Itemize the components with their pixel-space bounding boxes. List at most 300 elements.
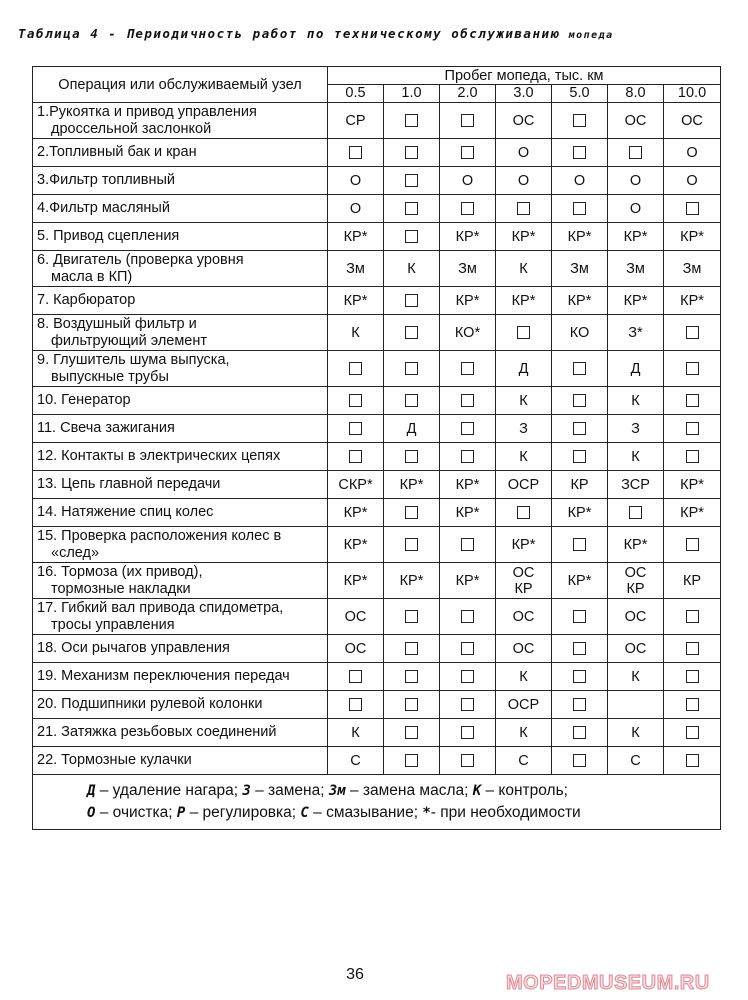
table-title-main: Таблица 4 - Периодичность работ по техническому обслуживанию — [18, 26, 560, 41]
value-cell — [496, 139, 552, 167]
checkbox-square-icon — [686, 202, 699, 215]
checkbox-square-icon — [686, 450, 699, 463]
value-cell — [496, 599, 552, 635]
value-cell — [552, 563, 608, 599]
value-cell — [552, 167, 608, 195]
value-cell — [384, 315, 440, 351]
operation-text: 14. Натяжение спиц колес — [37, 504, 214, 520]
operation-cell — [33, 663, 328, 691]
checkbox-square-icon — [573, 642, 586, 655]
value-text: К — [519, 392, 528, 409]
value-text: ОС — [624, 640, 647, 657]
value-text: КР* — [455, 228, 480, 245]
checkbox-square-icon — [461, 450, 474, 463]
checkbox-square-icon — [461, 726, 474, 739]
table-row — [33, 747, 721, 775]
value-cell — [664, 251, 721, 287]
value-cell — [384, 195, 440, 223]
value-cell — [384, 351, 440, 387]
operation-text: 1.Рукоятка и привод управления — [37, 103, 257, 120]
value-cell — [608, 719, 664, 747]
value-text: КР* — [455, 292, 480, 309]
operation-text: тросы управления — [51, 616, 175, 633]
value-cell — [328, 527, 384, 563]
checkbox-square-icon — [461, 362, 474, 375]
value-cell — [384, 139, 440, 167]
value-cell — [552, 251, 608, 287]
value-cell — [440, 527, 496, 563]
value-cell — [608, 387, 664, 415]
value-cell — [384, 167, 440, 195]
value-cell — [608, 471, 664, 499]
checkbox-square-icon — [349, 362, 362, 375]
value-text: КР* — [343, 292, 368, 309]
legend-key: К — [472, 783, 482, 799]
value-cell — [328, 167, 384, 195]
value-cell — [440, 471, 496, 499]
operation-cell — [33, 635, 328, 663]
value-cell — [664, 139, 721, 167]
legend-text: – замена; — [250, 782, 329, 799]
value-cell — [496, 287, 552, 315]
checkbox-square-icon — [573, 422, 586, 435]
checkbox-square-icon — [405, 670, 418, 683]
operation-cell — [33, 471, 328, 499]
checkbox-square-icon — [405, 394, 418, 407]
value-cell — [608, 139, 664, 167]
table-row — [33, 663, 721, 691]
checkbox-square-icon — [686, 670, 699, 683]
operation-text: 13. Цепь главной передачи — [37, 476, 221, 492]
operation-text: «след» — [51, 544, 100, 561]
value-cell — [608, 251, 664, 287]
value-cell — [384, 691, 440, 719]
checkbox-square-icon — [573, 610, 586, 623]
value-cell — [664, 691, 721, 719]
value-cell — [440, 599, 496, 635]
value-text: К — [519, 448, 528, 465]
value-text: КО* — [454, 324, 481, 341]
checkbox-square-icon — [349, 422, 362, 435]
checkbox-square-icon — [405, 202, 418, 215]
value-cell — [496, 499, 552, 527]
operation-text: 10. Генератор — [37, 392, 131, 408]
operation-cell — [33, 719, 328, 747]
operation-cell — [33, 103, 328, 139]
value-cell — [608, 663, 664, 691]
value-cell — [440, 251, 496, 287]
value-text: О — [686, 144, 698, 161]
operation-text: 21. Затяжка резьбовых соединений — [37, 724, 277, 740]
value-text: КР* — [343, 228, 368, 245]
operation-cell — [33, 599, 328, 635]
value-text: ОС — [512, 640, 535, 657]
checkbox-square-icon — [349, 670, 362, 683]
value-cell — [552, 499, 608, 527]
value-text: ОС — [512, 608, 535, 625]
checkbox-square-icon — [461, 146, 474, 159]
table-row — [33, 251, 721, 287]
value-cell — [608, 635, 664, 663]
value-text: ОСР — [507, 696, 540, 713]
value-text: Д — [406, 420, 417, 437]
value-cell — [552, 691, 608, 719]
table-row — [33, 415, 721, 443]
value-text: ОС — [344, 608, 367, 625]
checkbox-square-icon — [573, 450, 586, 463]
value-cell — [384, 251, 440, 287]
operation-text: 9. Глушитель шума выпуска, — [37, 351, 230, 368]
operation-cell — [33, 415, 328, 443]
value-cell — [384, 663, 440, 691]
value-cell — [664, 387, 721, 415]
value-cell — [664, 287, 721, 315]
table-row — [33, 195, 721, 223]
value-cell — [384, 563, 440, 599]
value-cell — [664, 443, 721, 471]
value-cell — [496, 747, 552, 775]
value-cell — [664, 563, 721, 599]
checkbox-square-icon — [405, 642, 418, 655]
operation-cell — [33, 315, 328, 351]
value-cell — [384, 103, 440, 139]
value-cell — [608, 315, 664, 351]
checkbox-square-icon — [573, 362, 586, 375]
operation-cell — [33, 195, 328, 223]
value-cell — [608, 691, 664, 719]
value-cell — [664, 499, 721, 527]
value-cell — [552, 471, 608, 499]
value-text: КР* — [455, 476, 480, 493]
checkbox-square-icon — [405, 450, 418, 463]
value-text: Зм — [346, 260, 365, 277]
value-cell — [496, 195, 552, 223]
value-text: Зм — [458, 260, 477, 277]
table-row — [33, 167, 721, 195]
value-cell — [664, 223, 721, 251]
checkbox-square-icon — [405, 698, 418, 711]
operation-cell — [33, 287, 328, 315]
operation-cell — [33, 223, 328, 251]
value-text: О — [461, 172, 474, 189]
value-cell — [496, 471, 552, 499]
operation-cell — [33, 387, 328, 415]
value-cell — [328, 415, 384, 443]
table-row — [33, 691, 721, 719]
watermark-logo: MOPEDMUSEUM.RU — [506, 972, 710, 994]
value-text: О — [517, 144, 530, 161]
mileage-cell: 10.0 — [664, 85, 721, 103]
value-text: С — [630, 752, 641, 769]
value-text: СР — [345, 112, 366, 129]
value-cell — [384, 499, 440, 527]
table-row — [33, 599, 721, 635]
operation-text: масла в КП) — [51, 268, 133, 285]
value-cell — [552, 635, 608, 663]
operation-text: 6. Двигатель (проверка уровня — [37, 251, 244, 268]
value-cell — [384, 527, 440, 563]
value-text: ОС — [624, 112, 647, 129]
value-text: К — [519, 668, 528, 685]
legend-key: З — [242, 783, 251, 799]
table-row — [33, 443, 721, 471]
value-cell — [552, 139, 608, 167]
value-cell — [440, 443, 496, 471]
value-cell — [440, 287, 496, 315]
value-text: З — [631, 420, 640, 437]
operation-text: 8. Воздушный фильтр и — [37, 315, 197, 332]
checkbox-square-icon — [405, 294, 418, 307]
value-text: КР* — [680, 504, 704, 521]
value-text: К — [631, 448, 640, 465]
checkbox-square-icon — [573, 202, 586, 215]
value-cell — [608, 599, 664, 635]
checkbox-square-icon — [461, 698, 474, 711]
value-cell — [664, 415, 721, 443]
value-text: ОС — [624, 564, 647, 581]
checkbox-square-icon — [349, 450, 362, 463]
mileage-cell: 5.0 — [552, 85, 608, 103]
value-cell — [664, 471, 721, 499]
value-cell — [496, 415, 552, 443]
value-cell — [608, 527, 664, 563]
value-cell — [328, 139, 384, 167]
value-text: КР* — [680, 476, 704, 493]
maintenance-table — [32, 66, 721, 830]
value-cell — [440, 223, 496, 251]
value-text: КР* — [567, 228, 592, 245]
legend-text: – очистка; — [95, 804, 177, 821]
checkbox-square-icon — [573, 146, 586, 159]
checkbox-square-icon — [573, 394, 586, 407]
header-row — [33, 67, 721, 85]
value-cell — [440, 635, 496, 663]
value-cell — [664, 635, 721, 663]
value-text: З* — [628, 324, 643, 341]
value-cell — [664, 167, 721, 195]
legend-text: - при необходимости — [430, 804, 581, 821]
table-row — [33, 387, 721, 415]
operation-cell — [33, 351, 328, 387]
checkbox-square-icon — [686, 726, 699, 739]
operation-cell — [33, 139, 328, 167]
value-cell — [496, 527, 552, 563]
checkbox-square-icon — [686, 538, 699, 551]
mileage-cell: 2.0 — [440, 85, 496, 103]
checkbox-square-icon — [405, 726, 418, 739]
checkbox-square-icon — [461, 422, 474, 435]
value-cell — [664, 719, 721, 747]
legend-text: – контроль; — [481, 782, 568, 799]
value-cell — [440, 195, 496, 223]
operation-text: 11. Свеча зажигания — [37, 420, 175, 436]
value-cell — [664, 351, 721, 387]
value-cell — [440, 563, 496, 599]
value-text: Зм — [626, 260, 645, 277]
value-cell — [440, 315, 496, 351]
value-text: КР* — [343, 536, 368, 553]
value-cell — [440, 691, 496, 719]
value-text: Зм — [682, 260, 702, 277]
legend-text: – удаление нагара; — [95, 782, 243, 799]
checkbox-square-icon — [573, 114, 586, 127]
value-cell — [440, 719, 496, 747]
value-text: Д — [630, 360, 641, 377]
value-cell — [440, 499, 496, 527]
checkbox-square-icon — [686, 362, 699, 375]
operation-cell — [33, 167, 328, 195]
checkbox-square-icon — [349, 146, 362, 159]
value-text: КР* — [399, 476, 424, 493]
mileage-cell: 8.0 — [608, 85, 664, 103]
value-cell — [608, 499, 664, 527]
page-number: 36 — [346, 966, 364, 983]
operation-text: дроссельной заслонкой — [51, 120, 212, 137]
checkbox-square-icon — [405, 146, 418, 159]
value-cell — [496, 315, 552, 351]
value-text: КР* — [399, 572, 424, 589]
table-row — [33, 287, 721, 315]
legend-key: Зм — [328, 783, 346, 799]
value-cell — [440, 387, 496, 415]
checkbox-square-icon — [686, 642, 699, 655]
legend-key: Д — [87, 783, 96, 799]
value-cell — [384, 443, 440, 471]
operation-cell — [33, 527, 328, 563]
value-cell — [440, 167, 496, 195]
value-text: К — [351, 724, 360, 741]
checkbox-square-icon — [405, 230, 418, 243]
operation-text: 17. Гибкий вал привода спидометра, — [37, 599, 284, 616]
checkbox-square-icon — [573, 670, 586, 683]
checkbox-square-icon — [349, 394, 362, 407]
value-cell — [440, 747, 496, 775]
value-cell — [608, 351, 664, 387]
table-title — [18, 26, 738, 41]
value-cell — [328, 251, 384, 287]
value-cell — [496, 351, 552, 387]
value-text: К — [631, 668, 640, 685]
value-cell — [328, 103, 384, 139]
table-body — [33, 103, 721, 775]
value-text: Зм — [570, 260, 589, 277]
mileage-cell: 3.0 — [496, 85, 552, 103]
value-cell — [664, 315, 721, 351]
value-cell — [552, 195, 608, 223]
value-cell — [384, 635, 440, 663]
table-row — [33, 223, 721, 251]
value-cell — [496, 167, 552, 195]
operation-text: 12. Контакты в электрических цепях — [37, 448, 281, 464]
checkbox-square-icon — [629, 146, 642, 159]
value-text: К — [407, 260, 416, 277]
checkbox-square-icon — [405, 538, 418, 551]
legend-key: С — [300, 805, 309, 821]
value-text: З — [519, 420, 528, 437]
checkbox-square-icon — [349, 698, 362, 711]
value-cell — [664, 527, 721, 563]
value-text: КР* — [680, 228, 704, 245]
value-text: ОС — [512, 112, 535, 129]
operation-text: выпускные трубы — [51, 368, 169, 385]
checkbox-square-icon — [405, 326, 418, 339]
value-text: КР* — [567, 504, 592, 521]
operation-cell — [33, 691, 328, 719]
value-cell — [328, 747, 384, 775]
operation-text: 20. Подшипники рулевой колонки — [37, 696, 263, 712]
value-cell — [384, 415, 440, 443]
value-cell — [552, 387, 608, 415]
legend-text: – замена масла; — [345, 782, 473, 799]
value-cell — [608, 167, 664, 195]
operation-text: 2.Топливный бак и кран — [37, 144, 197, 160]
value-cell — [440, 663, 496, 691]
value-cell — [496, 663, 552, 691]
value-text: КР* — [567, 572, 592, 589]
legend — [33, 775, 721, 830]
value-text: К — [631, 724, 640, 741]
value-text: ОС — [681, 112, 703, 129]
value-cell — [328, 287, 384, 315]
value-cell — [664, 195, 721, 223]
value-cell — [552, 351, 608, 387]
value-text: ОСР — [507, 476, 540, 493]
mileage-cell: 1.0 — [384, 85, 440, 103]
value-text: СКР* — [338, 476, 373, 493]
checkbox-square-icon — [405, 114, 418, 127]
value-cell — [384, 287, 440, 315]
value-text: ОС — [344, 640, 367, 657]
value-cell — [328, 563, 384, 599]
table-row — [33, 315, 721, 351]
operation-text: 5. Привод сцепления — [37, 228, 180, 244]
value-cell — [608, 415, 664, 443]
value-cell — [384, 719, 440, 747]
mileage-cell: 0.5 — [328, 85, 384, 103]
operation-text: 18. Оси рычагов управления — [37, 640, 230, 656]
operation-text: 16. Тормоза (их привод), — [37, 563, 203, 580]
value-cell — [440, 103, 496, 139]
value-cell — [608, 443, 664, 471]
checkbox-square-icon — [686, 422, 699, 435]
value-cell — [552, 719, 608, 747]
table-row — [33, 527, 721, 563]
value-cell — [328, 635, 384, 663]
value-text: КО — [569, 324, 590, 341]
value-text: О — [573, 172, 586, 189]
table-title-suffix: мопеда — [568, 30, 614, 41]
value-text: К — [631, 392, 640, 409]
table-row — [33, 103, 721, 139]
checkbox-square-icon — [573, 726, 586, 739]
value-text: КР* — [511, 292, 536, 309]
value-cell — [552, 443, 608, 471]
value-cell — [664, 663, 721, 691]
checkbox-square-icon — [461, 394, 474, 407]
value-text: ЗСР — [621, 476, 650, 493]
value-cell — [496, 691, 552, 719]
operation-header: Операция или обслуживаемый узел — [33, 67, 328, 103]
checkbox-square-icon — [686, 394, 699, 407]
value-cell — [384, 387, 440, 415]
value-cell — [496, 251, 552, 287]
value-text: КР — [626, 580, 645, 597]
table-row — [33, 499, 721, 527]
value-text: КР* — [511, 536, 536, 553]
legend-text: – регулировка; — [185, 804, 301, 821]
value-text: С — [518, 752, 529, 769]
value-cell — [664, 747, 721, 775]
